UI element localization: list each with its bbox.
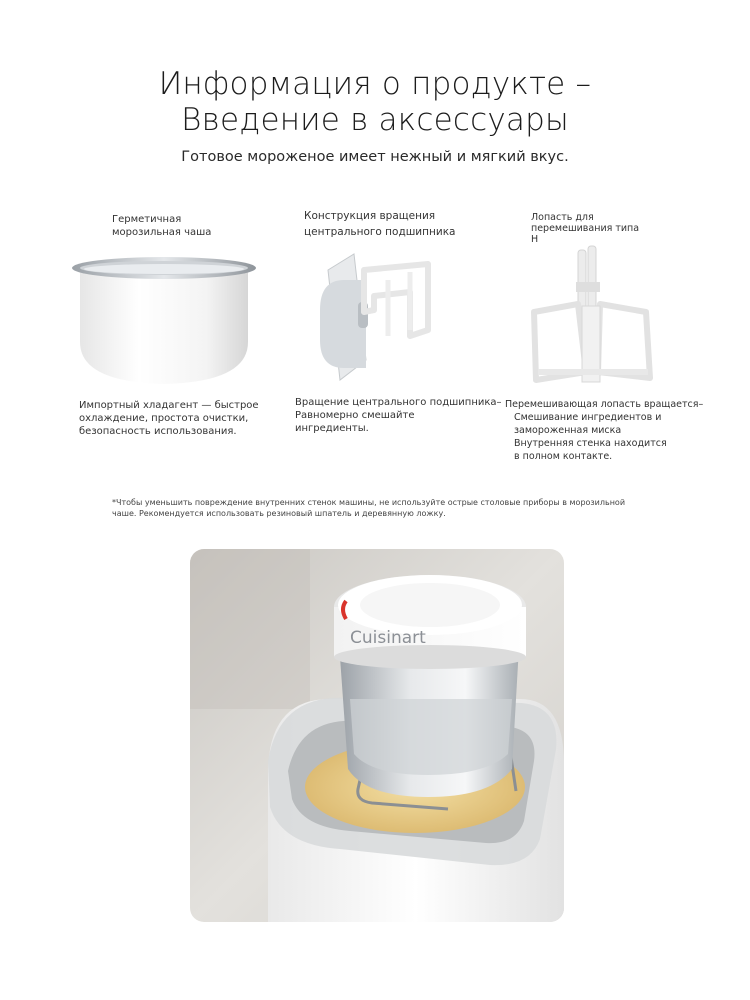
feature-1-description-line: охлаждение, простота очистки, [79, 413, 249, 424]
feature-3-caption-line: Лопасть для [531, 212, 594, 223]
feature-3-description-line: Перемешивающая лопасть вращается– [505, 399, 704, 410]
feature-1-caption-line: Герметичная [112, 214, 182, 225]
h-paddle-image [526, 242, 660, 394]
feature-3-description-line: в полном контакте. [514, 451, 613, 462]
feature-1-caption [112, 213, 211, 239]
feature-2-caption [304, 208, 455, 240]
feature-1-description-line: Импортный хладагент — быстрое [79, 400, 259, 411]
feature-3-caption-line: H [531, 234, 539, 245]
feature-3-description [505, 398, 703, 463]
bearing-lid-image [318, 250, 438, 390]
feature-2-description-line: Вращение центрального подшипника– [295, 397, 502, 408]
feature-1-description [79, 399, 259, 438]
page-title-line-2: Введение в аксессуары [181, 102, 569, 138]
feature-2-description-line: Равномерно смешайте [295, 410, 415, 421]
usage-note-line: *Чтобы уменьшить повреждение внутренних стенок машины, не используйте острые столовые приборы в морозильной [112, 498, 626, 507]
feature-3-description-line: Внутренняя стенка находится [514, 438, 667, 449]
freezer-bowl-image [66, 250, 262, 388]
feature-1-caption-line: морозильная чаша [112, 227, 212, 238]
brand-logo-text: Cuisinart [350, 628, 426, 648]
feature-3-caption-line: перемешивания типа [531, 223, 640, 234]
feature-2-description-line: ингредиенты. [295, 423, 369, 434]
ice-cream-maker-photo [190, 549, 564, 922]
feature-2-caption-line: центрального подшипника [304, 226, 456, 238]
feature-2-caption-line: Конструкция вращения [304, 210, 436, 222]
page-title-line-1: Информация о продукте – [158, 66, 592, 102]
ice-cream-maker-illustration [190, 549, 564, 922]
feature-3-description-line: Смешивание ингредиентов и [514, 412, 662, 423]
feature-2-description [295, 396, 502, 435]
feature-3-description-line: замороженная миска [514, 425, 622, 436]
usage-note-line: чаше. Рекомендуется использовать резиновый шпатель и деревянную ложку. [112, 509, 446, 518]
feature-1-description-line: безопасность использования. [79, 426, 237, 437]
usage-note [112, 497, 657, 519]
page-subtitle: Готовое мороженое имеет нежный и мягкий вкус. [181, 149, 569, 165]
feature-3-caption [531, 212, 639, 245]
